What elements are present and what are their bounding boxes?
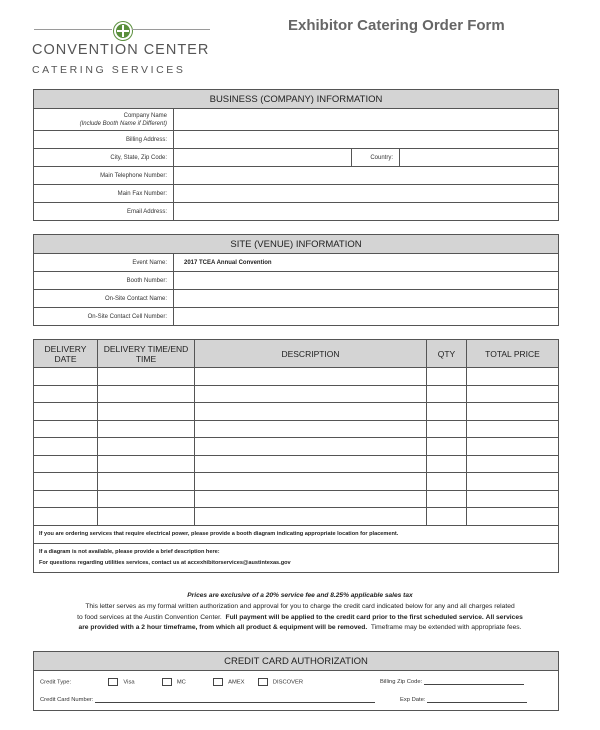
- fax-field[interactable]: [174, 185, 559, 203]
- delivery-date-cell[interactable]: [34, 490, 98, 508]
- email-label: Email Address:: [34, 203, 174, 221]
- city-state-zip-field[interactable]: [174, 149, 352, 167]
- billing-address-label: Billing Address:: [34, 131, 174, 149]
- table-row: [34, 490, 559, 508]
- delivery-date-cell[interactable]: [34, 508, 98, 526]
- delivery-date-cell[interactable]: [34, 420, 98, 438]
- utilities-note: For questions regarding utilities services, contact us at accexhibitorservices@austintexas.gov: [39, 559, 291, 566]
- table-row: [34, 385, 559, 403]
- telephone-label: Main Telephone Number:: [34, 167, 174, 185]
- description-cell[interactable]: [195, 368, 427, 386]
- mc-checkbox[interactable]: [162, 678, 172, 686]
- description-cell[interactable]: [195, 473, 427, 491]
- company-name-field[interactable]: [174, 109, 559, 131]
- discover-checkbox[interactable]: [258, 678, 268, 686]
- electrical-power-note: If you are ordering services that require electrical power, please provide a booth diagram indicating appropriate location for placement.: [34, 525, 559, 543]
- event-name-label: Event Name:: [34, 254, 174, 272]
- contact-name-field[interactable]: [174, 290, 559, 308]
- col-qty: QTY: [427, 340, 467, 368]
- qty-cell[interactable]: [427, 473, 467, 491]
- logo-rule-right: [132, 29, 210, 30]
- table-row: [34, 438, 559, 456]
- description-cell[interactable]: [195, 385, 427, 403]
- card-number-label: Credit Card Number:: [40, 696, 94, 703]
- amex-label: AMEX: [228, 679, 245, 686]
- site-info-table: [33, 234, 559, 326]
- qty-cell[interactable]: [427, 455, 467, 473]
- table-row: [34, 403, 559, 421]
- description-cell[interactable]: [195, 438, 427, 456]
- delivery-time-cell[interactable]: [98, 438, 195, 456]
- description-cell[interactable]: [195, 403, 427, 421]
- total-price-cell[interactable]: [467, 368, 559, 386]
- credit-card-table: [33, 651, 559, 711]
- table-row: [34, 368, 559, 386]
- country-field[interactable]: [400, 149, 559, 167]
- delivery-date-cell[interactable]: [34, 455, 98, 473]
- contact-cell-field[interactable]: [174, 308, 559, 326]
- booth-number-label: Booth Number:: [34, 272, 174, 290]
- col-delivery-time: DELIVERY TIME/END TIME: [98, 340, 195, 368]
- total-price-cell[interactable]: [467, 490, 559, 508]
- qty-cell[interactable]: [427, 403, 467, 421]
- booth-number-field[interactable]: [174, 272, 559, 290]
- table-row: [34, 508, 559, 526]
- total-price-cell[interactable]: [467, 385, 559, 403]
- business-header: BUSINESS (COMPANY) INFORMATION: [34, 90, 559, 109]
- telephone-field[interactable]: [174, 167, 559, 185]
- letter-line-3: are provided with a 2 hour timeframe, from which all product & equipment will be removed. Timeframe may be extended with appropriate fees.: [78, 624, 522, 631]
- site-header: SITE (VENUE) INFORMATION: [34, 235, 559, 254]
- delivery-date-cell[interactable]: [34, 473, 98, 491]
- qty-cell[interactable]: [427, 420, 467, 438]
- table-row: [34, 455, 559, 473]
- form-title: Exhibitor Catering Order Form: [288, 17, 505, 34]
- mc-label: MC: [176, 679, 186, 686]
- logo-rule-left: [34, 29, 112, 30]
- billing-address-field[interactable]: [174, 131, 559, 149]
- description-cell[interactable]: [195, 420, 427, 438]
- qty-cell[interactable]: [427, 385, 467, 403]
- total-price-cell[interactable]: [467, 420, 559, 438]
- qty-cell[interactable]: [427, 490, 467, 508]
- qty-cell[interactable]: [427, 508, 467, 526]
- card-type-label: Credit Type:: [40, 679, 72, 686]
- qty-cell[interactable]: [427, 438, 467, 456]
- exp-date-field[interactable]: [427, 696, 527, 703]
- billing-zip-field[interactable]: [424, 678, 524, 685]
- delivery-time-cell[interactable]: [98, 368, 195, 386]
- delivery-date-cell[interactable]: [34, 403, 98, 421]
- authorization-letter: [30, 602, 570, 634]
- col-total-price: TOTAL PRICE: [467, 340, 559, 368]
- amex-checkbox[interactable]: [213, 678, 223, 686]
- total-price-cell[interactable]: [467, 508, 559, 526]
- total-price-cell[interactable]: [467, 403, 559, 421]
- country-label: Country:: [352, 149, 400, 167]
- logo-subname: CATERING SERVICES: [32, 64, 186, 76]
- credit-card-fields: [34, 671, 559, 711]
- description-cell[interactable]: [195, 490, 427, 508]
- delivery-time-cell[interactable]: [98, 385, 195, 403]
- total-price-cell[interactable]: [467, 473, 559, 491]
- fax-label: Main Fax Number:: [34, 185, 174, 203]
- delivery-time-cell[interactable]: [98, 455, 195, 473]
- prices-note: Prices are exclusive of a 20% service fee and 8.25% applicable sales tax: [187, 592, 413, 599]
- delivery-time-cell[interactable]: [98, 490, 195, 508]
- email-field[interactable]: [174, 203, 559, 221]
- diagram-note: If a diagram is not available, please provide a brief description here:: [39, 548, 220, 555]
- total-price-cell[interactable]: [467, 438, 559, 456]
- visa-checkbox[interactable]: [108, 678, 118, 686]
- letter-line-2: to food services at the Austin Convention Center. Full payment will be applied to the credit card prior to the first scheduled service. All services: [77, 613, 523, 621]
- description-cell[interactable]: [195, 508, 427, 526]
- delivery-date-cell[interactable]: [34, 438, 98, 456]
- letter-line-1: This letter serves as my formal written authorization and approval for you to charge the credit card indicated below for any and all charges related: [85, 603, 515, 610]
- credit-card-header: CREDIT CARD AUTHORIZATION: [34, 652, 559, 671]
- qty-cell[interactable]: [427, 368, 467, 386]
- card-number-field[interactable]: [95, 696, 375, 703]
- delivery-date-cell[interactable]: [34, 385, 98, 403]
- logo-emblem-icon: [114, 22, 132, 40]
- contact-name-label: On-Site Contact Name:: [34, 290, 174, 308]
- table-row: [34, 473, 559, 491]
- description-cell[interactable]: [195, 455, 427, 473]
- order-table: [33, 339, 559, 573]
- event-name-value[interactable]: 2017 TCEA Annual Convention: [174, 254, 559, 272]
- business-info-table: [33, 89, 559, 221]
- delivery-time-cell[interactable]: [98, 508, 195, 526]
- delivery-date-cell[interactable]: [34, 368, 98, 386]
- col-delivery-date: DELIVERY DATE: [34, 340, 98, 368]
- city-state-zip-label: City, State, Zip Code:: [34, 149, 174, 167]
- delivery-time-cell[interactable]: [98, 403, 195, 421]
- discover-label: DISCOVER: [272, 679, 304, 686]
- logo-name: CONVENTION CENTER: [32, 42, 210, 58]
- col-description: DESCRIPTION: [195, 340, 427, 368]
- total-price-cell[interactable]: [467, 455, 559, 473]
- diagram-note-cell[interactable]: [34, 543, 559, 572]
- visa-label: Visa: [123, 679, 135, 686]
- billing-zip-label: Billing Zip Code:: [380, 678, 423, 685]
- delivery-time-cell[interactable]: [98, 420, 195, 438]
- exp-date-label: Exp Date:: [400, 696, 426, 703]
- contact-cell-label: On-Site Contact Cell Number:: [34, 308, 174, 326]
- delivery-time-cell[interactable]: [98, 473, 195, 491]
- company-name-label: Company Name (Include Booth Name if Different): [34, 109, 174, 131]
- table-row: [34, 420, 559, 438]
